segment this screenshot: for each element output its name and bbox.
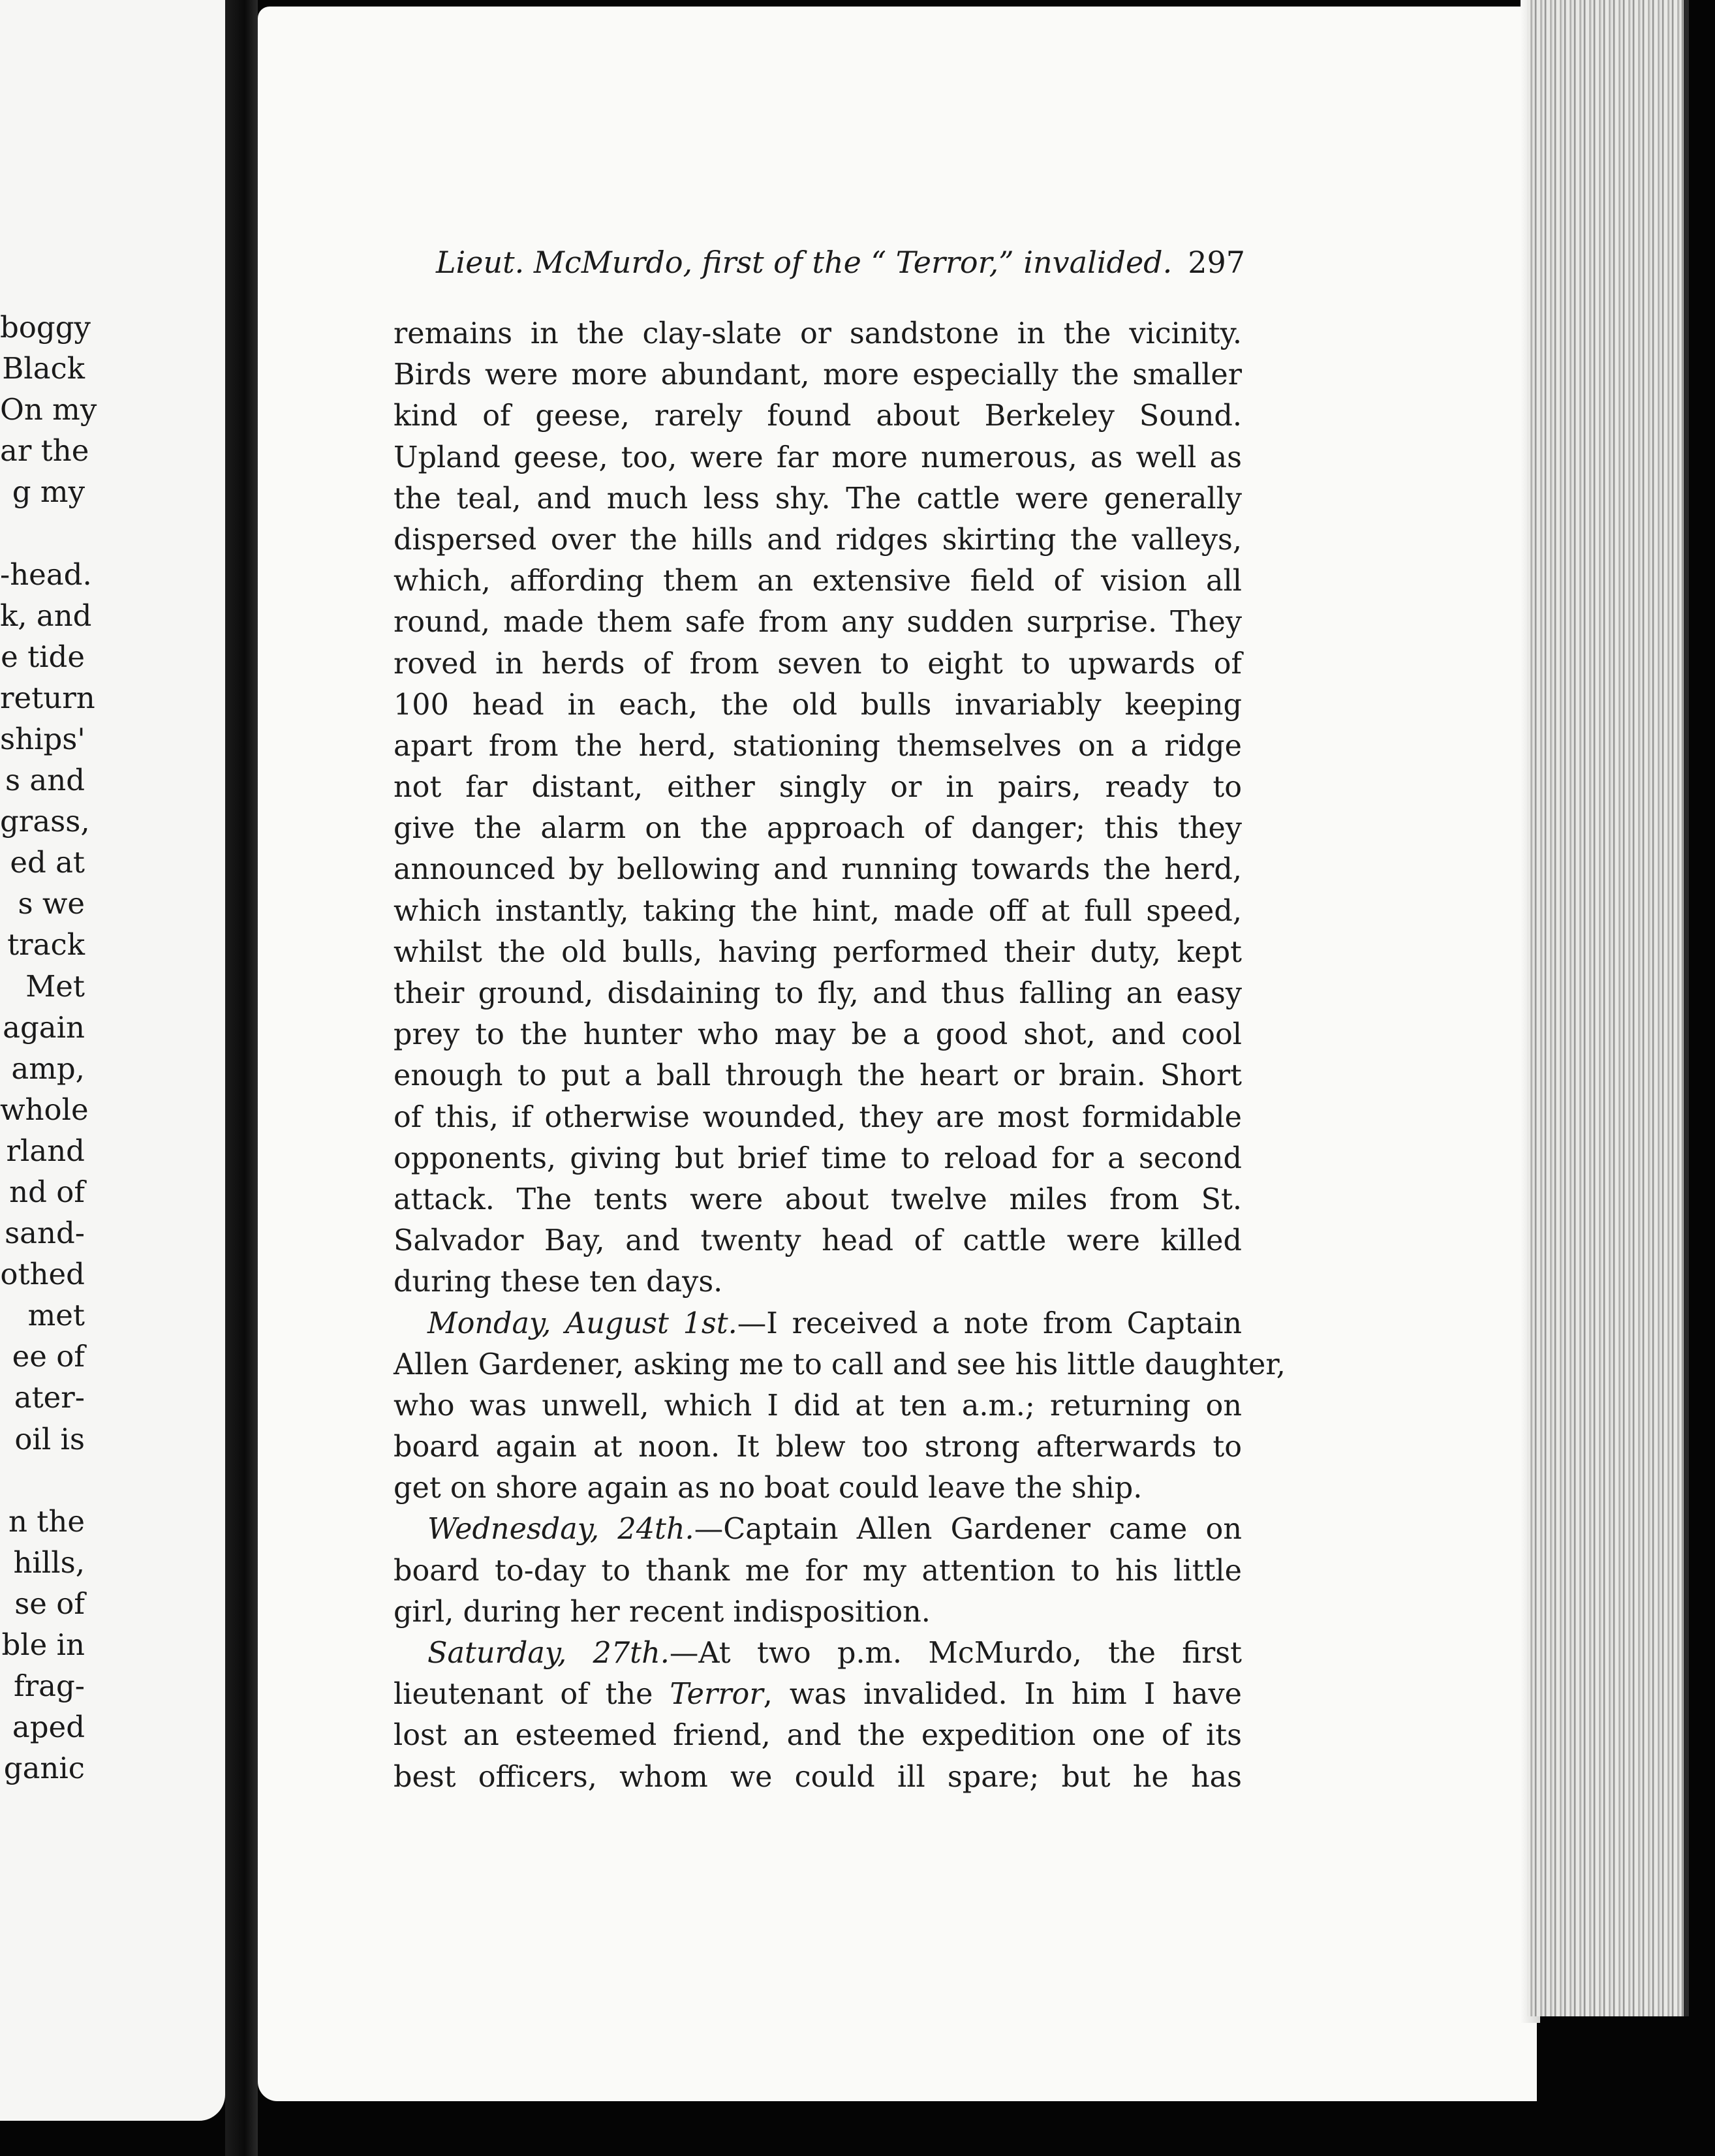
text-line: Salvador Bay, and twenty head of cattle were killed (394, 1224, 1242, 1258)
text-line: girl, during her recent indisposition. (394, 1595, 931, 1629)
diary-entry-wednesday-line (394, 1509, 1242, 1550)
left-fragment: again (3, 1009, 85, 1045)
left-fragment: othed (0, 1257, 85, 1292)
text-line: of this, if otherwise wounded, they are most formidable (394, 1100, 1242, 1134)
text-line: during these ten days. (394, 1265, 723, 1299)
left-fragment: sand- (5, 1216, 85, 1251)
text-line: attack. The tents were about twelve miles from St. (394, 1182, 1242, 1216)
text-line (394, 1674, 1242, 1715)
page-number: 297 (1188, 245, 1245, 280)
left-fragment: ed at (10, 845, 85, 880)
text-line: enough to put a ball through the heart or brain. Short (394, 1059, 1242, 1093)
text-line: Birds were more abundant, more especially the smaller (394, 358, 1242, 392)
text-segment: , was invalided. In him I have (763, 1678, 1242, 1712)
text-line: not far distant, either singly or in pairs, ready to (394, 771, 1242, 805)
left-fragment: frag- (13, 1669, 85, 1704)
left-fragment (0, 1460, 85, 1501)
diary-entry-saturday-line (394, 1633, 1242, 1674)
book-gutter (225, 0, 258, 2156)
left-fragment: ships' (0, 721, 85, 756)
diary-entry-monday-line (394, 1303, 1242, 1344)
left-fragment: e tide (1, 639, 85, 674)
text-line: apart from the herd, stationing themselves on a ridge (394, 729, 1242, 763)
left-fragment: k, and (0, 598, 92, 633)
text-line: their ground, disdaining to fly, and thus falling an easy (394, 977, 1242, 1010)
left-fragment: boggy (0, 310, 91, 345)
text-line: who was unwell, which I did at ten a.m.; returning on (394, 1389, 1242, 1423)
running-head (436, 245, 1245, 290)
text-line: prey to the hunter who may be a good shot, and cool (394, 1018, 1242, 1052)
text-line: best officers, whom we could ill spare; but he has (394, 1760, 1242, 1794)
text-line: the teal, and much less shy. The cattle were generally (394, 482, 1242, 516)
left-fragment: whole (0, 1092, 89, 1127)
text-line: lost an esteemed friend, and the expedition one of its (394, 1719, 1242, 1753)
left-page (0, 0, 225, 2121)
running-title: Lieut. McMurdo, first of the “ Terror,” invalided. (436, 245, 1173, 280)
text-line: dispersed over the hills and ridges skirting the valleys, (394, 523, 1242, 557)
entry-date: Wednesday, 24th. (427, 1513, 694, 1547)
left-fragment: track (7, 927, 85, 962)
text-line: Upland geese, too, were far more numerous, as well as (394, 440, 1242, 474)
left-fragment: g my (12, 474, 85, 510)
text-line: opponents, giving but brief time to reload for a second (394, 1141, 1242, 1175)
left-fragment: Met (25, 968, 85, 1004)
text-line: remains in the clay-slate or sandstone in the vicinity. (394, 317, 1242, 350)
text-line: board again at noon. It blew too strong afterwards to (394, 1430, 1242, 1464)
entry-text: —Captain Allen Gardener came on (694, 1513, 1242, 1547)
left-fragment: rland (6, 1133, 85, 1168)
text-line: which instantly, taking the hint, made off at full speed, (394, 894, 1242, 928)
text-line: announced by bellowing and running towards the herd, (394, 853, 1242, 887)
text-segment: lieutenant of the (394, 1678, 670, 1712)
left-fragment: ble in (1, 1627, 85, 1662)
left-fragment: aped (12, 1710, 85, 1745)
left-fragment: s we (18, 886, 85, 921)
entry-text: —I received a note from Captain (737, 1306, 1242, 1340)
left-fragment: amp, (11, 1051, 85, 1086)
ship-name: Terror (670, 1678, 764, 1712)
left-page-text-fragments (0, 307, 97, 1789)
left-fragment: oil is (14, 1421, 85, 1456)
left-fragment: hills, (13, 1545, 85, 1580)
body-text (394, 313, 1286, 1798)
left-fragment: -head. (0, 557, 92, 592)
left-fragment: nd of (9, 1174, 85, 1209)
left-fragment: ee of (12, 1339, 85, 1374)
left-fragment: met (27, 1298, 85, 1333)
left-fragment: Black (2, 351, 85, 386)
text-line: get on shore again as no boat could leave the ship. (394, 1471, 1143, 1505)
left-fragment: ganic (3, 1751, 85, 1786)
entry-date: Saturday, 27th. (427, 1637, 670, 1670)
text-line: Allen Gardener, asking me to call and see his little daughter, (394, 1348, 1286, 1381)
text-line: round, made them safe from any sudden surprise. They (394, 606, 1242, 639)
left-fragment (0, 512, 85, 553)
left-fragment: se of (14, 1586, 85, 1621)
left-fragment: s and (5, 763, 85, 798)
text-line: kind of geese, rarely found about Berkeley Sound. (394, 399, 1242, 433)
entry-date: Monday, August 1st. (427, 1306, 737, 1340)
left-fragment: grass, (0, 804, 90, 839)
text-line: which, affording them an extensive field of vision all (394, 564, 1242, 598)
text-line: give the alarm on the approach of danger; this they (394, 812, 1242, 846)
text-line: roved in herds of from seven to eight to upwards of (394, 647, 1242, 681)
entry-text: —At two p.m. McMurdo, the first (669, 1637, 1242, 1670)
text-line: 100 head in each, the old bulls invariably keeping (394, 688, 1242, 722)
left-fragment: n the (8, 1503, 85, 1539)
text-line: board to-day to thank me for my attention to his little (394, 1554, 1242, 1588)
page-edges-stack (1527, 0, 1689, 2016)
left-fragment: ater- (14, 1380, 85, 1415)
left-fragment: return (0, 680, 95, 715)
left-fragment: On my (0, 392, 97, 427)
left-fragment: ar the (0, 433, 89, 469)
text-line: whilst the old bulls, having performed their duty, kept (394, 935, 1242, 969)
